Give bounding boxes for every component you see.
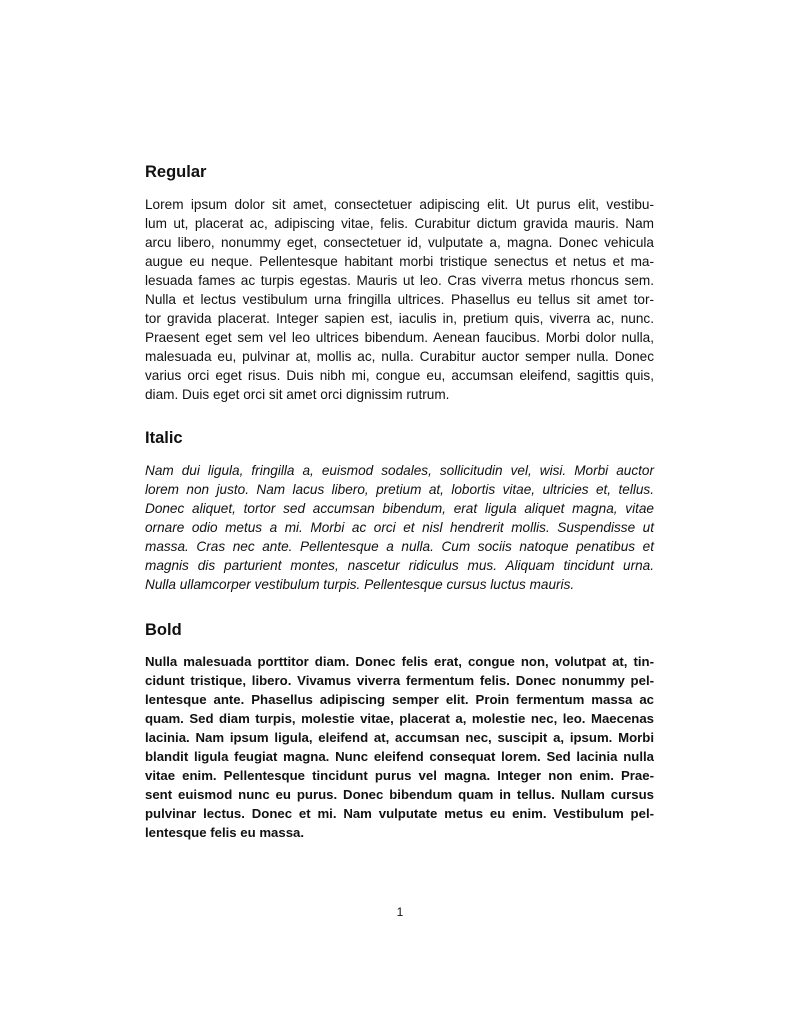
text-line: Nulla ullamcorper vestibulum turpis. Pellentesque cursus luctus mauris. xyxy=(145,577,575,592)
section-body-regular xyxy=(145,195,654,404)
text-line: Lorem ipsum dolor sit amet, consectetuer adipiscing elit. Ut purus elit, vestibu- xyxy=(145,197,654,212)
text-line: tor gravida placerat. Integer sapien est, iaculis in, pretium quis, viverra ac, nunc. xyxy=(145,311,654,326)
text-line: augue eu neque. Pellentesque habitant morbi tristique senectus et netus et ma- xyxy=(145,254,654,269)
text-line: ornare odio metus a mi. Morbi ac orci et nisl hendrerit mollis. Suspendisse ut xyxy=(145,520,654,535)
text-line: pulvinar lectus. Donec et mi. Nam vulputate metus eu enim. Vestibulum pel- xyxy=(145,806,654,821)
text-line: varius orci eget risus. Duis nibh mi, congue eu, accumsan eleifend, sagittis quis, xyxy=(145,368,654,383)
text-line: Nulla et lectus vestibulum urna fringilla ultrices. Phasellus eu tellus sit amet tor- xyxy=(145,292,654,307)
text-line: Praesent eget sem vel leo ultrices bibendum. Aenean faucibus. Morbi dolor nulla, xyxy=(145,330,654,345)
text-line: Nulla malesuada porttitor diam. Donec felis erat, congue non, volutpat at, tin- xyxy=(145,654,654,669)
text-line: magnis dis parturient montes, nascetur ridiculus mus. Aliquam tincidunt urna. xyxy=(145,558,654,573)
text-line: lesuada fames ac turpis egestas. Mauris ut leo. Cras viverra metus rhoncus sem. xyxy=(145,273,654,288)
section-heading-italic: Italic xyxy=(145,429,183,447)
text-line: lentesque ante. Phasellus adipiscing semper elit. Proin fermentum massa ac xyxy=(145,692,654,707)
section-body-italic xyxy=(145,461,654,594)
text-line: vitae enim. Pellentesque tincidunt purus vel magna. Integer non enim. Prae- xyxy=(145,768,654,783)
section-heading-bold: Bold xyxy=(145,621,182,639)
section-heading-regular: Regular xyxy=(145,163,207,181)
page-number: 1 xyxy=(396,905,404,919)
text-line: Nam dui ligula, fringilla a, euismod sodales, sollicitudin vel, wisi. Morbi auctor xyxy=(145,463,654,478)
text-line: lorem non justo. Nam lacus libero, pretium at, lobortis vitae, ultricies et, tellus. xyxy=(145,482,654,497)
text-line: quam. Sed diam turpis, molestie vitae, placerat a, molestie nec, leo. Maecenas xyxy=(145,711,654,726)
text-line: blandit ligula feugiat magna. Nunc eleifend consequat lorem. Sed lacinia nulla xyxy=(145,749,654,764)
text-line: lentesque felis eu massa. xyxy=(145,825,305,840)
text-line: lacinia. Nam ipsum ligula, eleifend at, accumsan nec, suscipit a, ipsum. Morbi xyxy=(145,730,654,745)
section-body-bold xyxy=(145,652,654,842)
text-line: cidunt tristique, libero. Vivamus viverra fermentum felis. Donec nonummy pel- xyxy=(145,673,654,688)
text-line: sent euismod nunc eu purus. Donec bibendum quam in tellus. Nullam cursus xyxy=(145,787,654,802)
text-line: massa. Cras nec ante. Pellentesque a nulla. Cum sociis natoque penatibus et xyxy=(145,539,654,554)
text-line: arcu libero, nonummy eget, consectetuer id, vulputate a, magna. Donec vehicula xyxy=(145,235,654,250)
text-line: Donec aliquet, tortor sed accumsan bibendum, erat ligula aliquet magna, vitae xyxy=(145,501,654,516)
text-line: diam. Duis eget orci sit amet orci dignissim rutrum. xyxy=(145,387,450,402)
text-line: lum ut, placerat ac, adipiscing vitae, felis. Curabitur dictum gravida mauris. Nam xyxy=(145,216,654,231)
text-line: malesuada eu, pulvinar at, mollis ac, nulla. Curabitur auctor semper nulla. Donec xyxy=(145,349,654,364)
